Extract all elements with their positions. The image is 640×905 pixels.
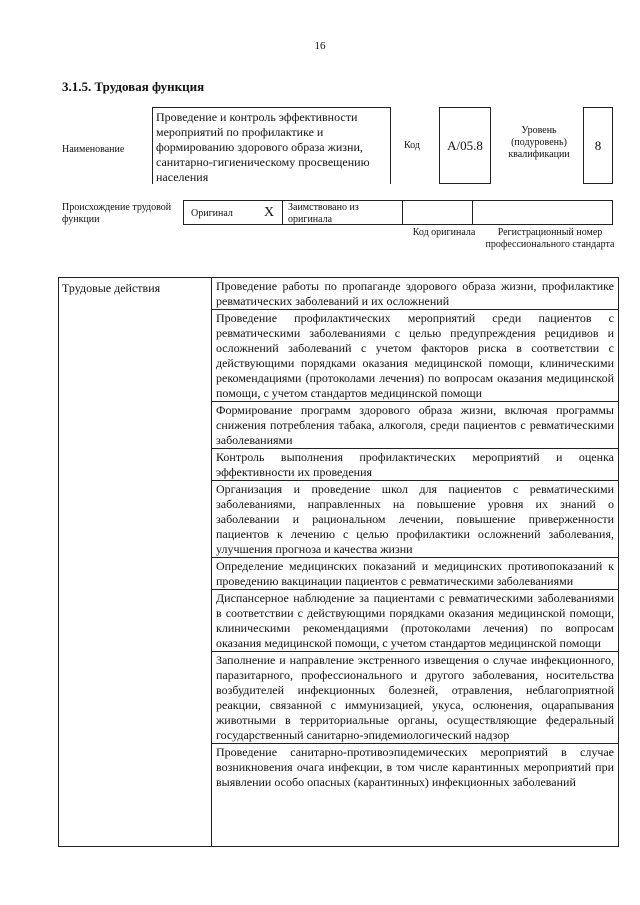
labor-actions-label: Трудовые действия bbox=[59, 278, 212, 847]
labor-action-item: Диспансерное наблюдение за пациентами с ревматическими заболеваниями в соответствии с действующими порядками оказания медицинской помощи, клиническими рекомендациями (протоколами лечения) по вопросам оказания медицинской помощи, с учетом стандартов медицинской помощи bbox=[212, 590, 618, 652]
reg-number-caption: Регистрационный номер профессионального стандарта bbox=[485, 227, 615, 250]
level-value: 8 bbox=[583, 107, 613, 184]
origin-label: Происхождение трудовой функции bbox=[62, 202, 172, 225]
labor-action-item: Проведение санитарно-противоэпидемических мероприятий в случае возникновения очага инфекции, в том числе карантинных мероприятий при выявлении особо опасных (карантинных) инфекционных заболеваний bbox=[216, 745, 614, 789]
borrowed-cell bbox=[283, 200, 403, 225]
name-value: Проведение и контроль эффективности мероприятий по профилактике и формированию здорового образа жизни, санитарно-гигиеническому просвещению населения bbox=[156, 110, 370, 184]
code-original-cell bbox=[403, 200, 473, 225]
borrowed-label: Заимствовано из оригинала bbox=[288, 202, 359, 225]
name-box bbox=[152, 107, 391, 184]
labor-action-item: Определение медицинских показаний и медицинских противопоказаний к проведению вакцинации пациентов с ревматическими заболеваниями bbox=[212, 558, 618, 590]
original-label: Оригинал bbox=[191, 208, 233, 219]
labor-action-item: Проведение профилактических мероприятий среди пациентов с ревматическими заболеваниями с целью предупреждения рецидивов и осложнений заболеваний с учетом факторов риска в соответствии с действующими порядками оказания медицинской помощи, клиническими рекомендациями (протоколами лечения) по вопросам оказания медицинской помощи, с учетом стандартов медицинской помощи bbox=[212, 310, 618, 402]
origin-row bbox=[183, 200, 613, 225]
labor-action-item: Проведение работы по пропаганде здорового образа жизни, профилактике ревматических заболеваний и их осложнений bbox=[212, 278, 618, 310]
labor-actions-list bbox=[212, 278, 619, 847]
labor-action-item: Заполнение и направление экстренного извещения о случае инфекционного, паразитарного, профессионального и другого заболевания, носительства возбудителей инфекционных болезней, отравления, неблагоприятной реакции, связанной с иммунизацией, укуса, ослюнения, оцарапывания животными в территориальные органы, осуществляющие федеральный государственный санитарно-эпидемиологический надзор bbox=[212, 652, 618, 744]
name-label: Наименование bbox=[62, 144, 125, 155]
code-label: Код bbox=[404, 140, 420, 151]
labor-action-item: Контроль выполнения профилактических мероприятий и оценка эффективности их проведения bbox=[212, 449, 618, 481]
original-cell bbox=[183, 200, 283, 225]
original-mark: X bbox=[264, 205, 275, 220]
reg-number-cell bbox=[473, 200, 613, 225]
labor-actions-table bbox=[58, 277, 619, 847]
code-original-caption: Код оригинала bbox=[412, 227, 476, 238]
labor-action-item: Организация и проведение школ для пациентов с ревматическими заболеваниями, направленных на повышение уровня их знаний о заболевании и рациональном лечении, повышение приверженности пациентов к лечению с целью профилактики осложнений заболевания, улучшения прогноза и качества жизни bbox=[212, 481, 618, 558]
labor-action-item: Формирование программ здорового образа жизни, включая программы снижения потребления табака, алкоголя, среди пациентов с ревматическими заболеваниями bbox=[212, 402, 618, 449]
section-title: 3.1.5. Трудовая функция bbox=[62, 79, 205, 94]
page-number: 16 bbox=[314, 40, 326, 52]
level-label: Уровень (подуровень) квалификации bbox=[508, 125, 570, 160]
code-value: A/05.8 bbox=[439, 107, 491, 184]
